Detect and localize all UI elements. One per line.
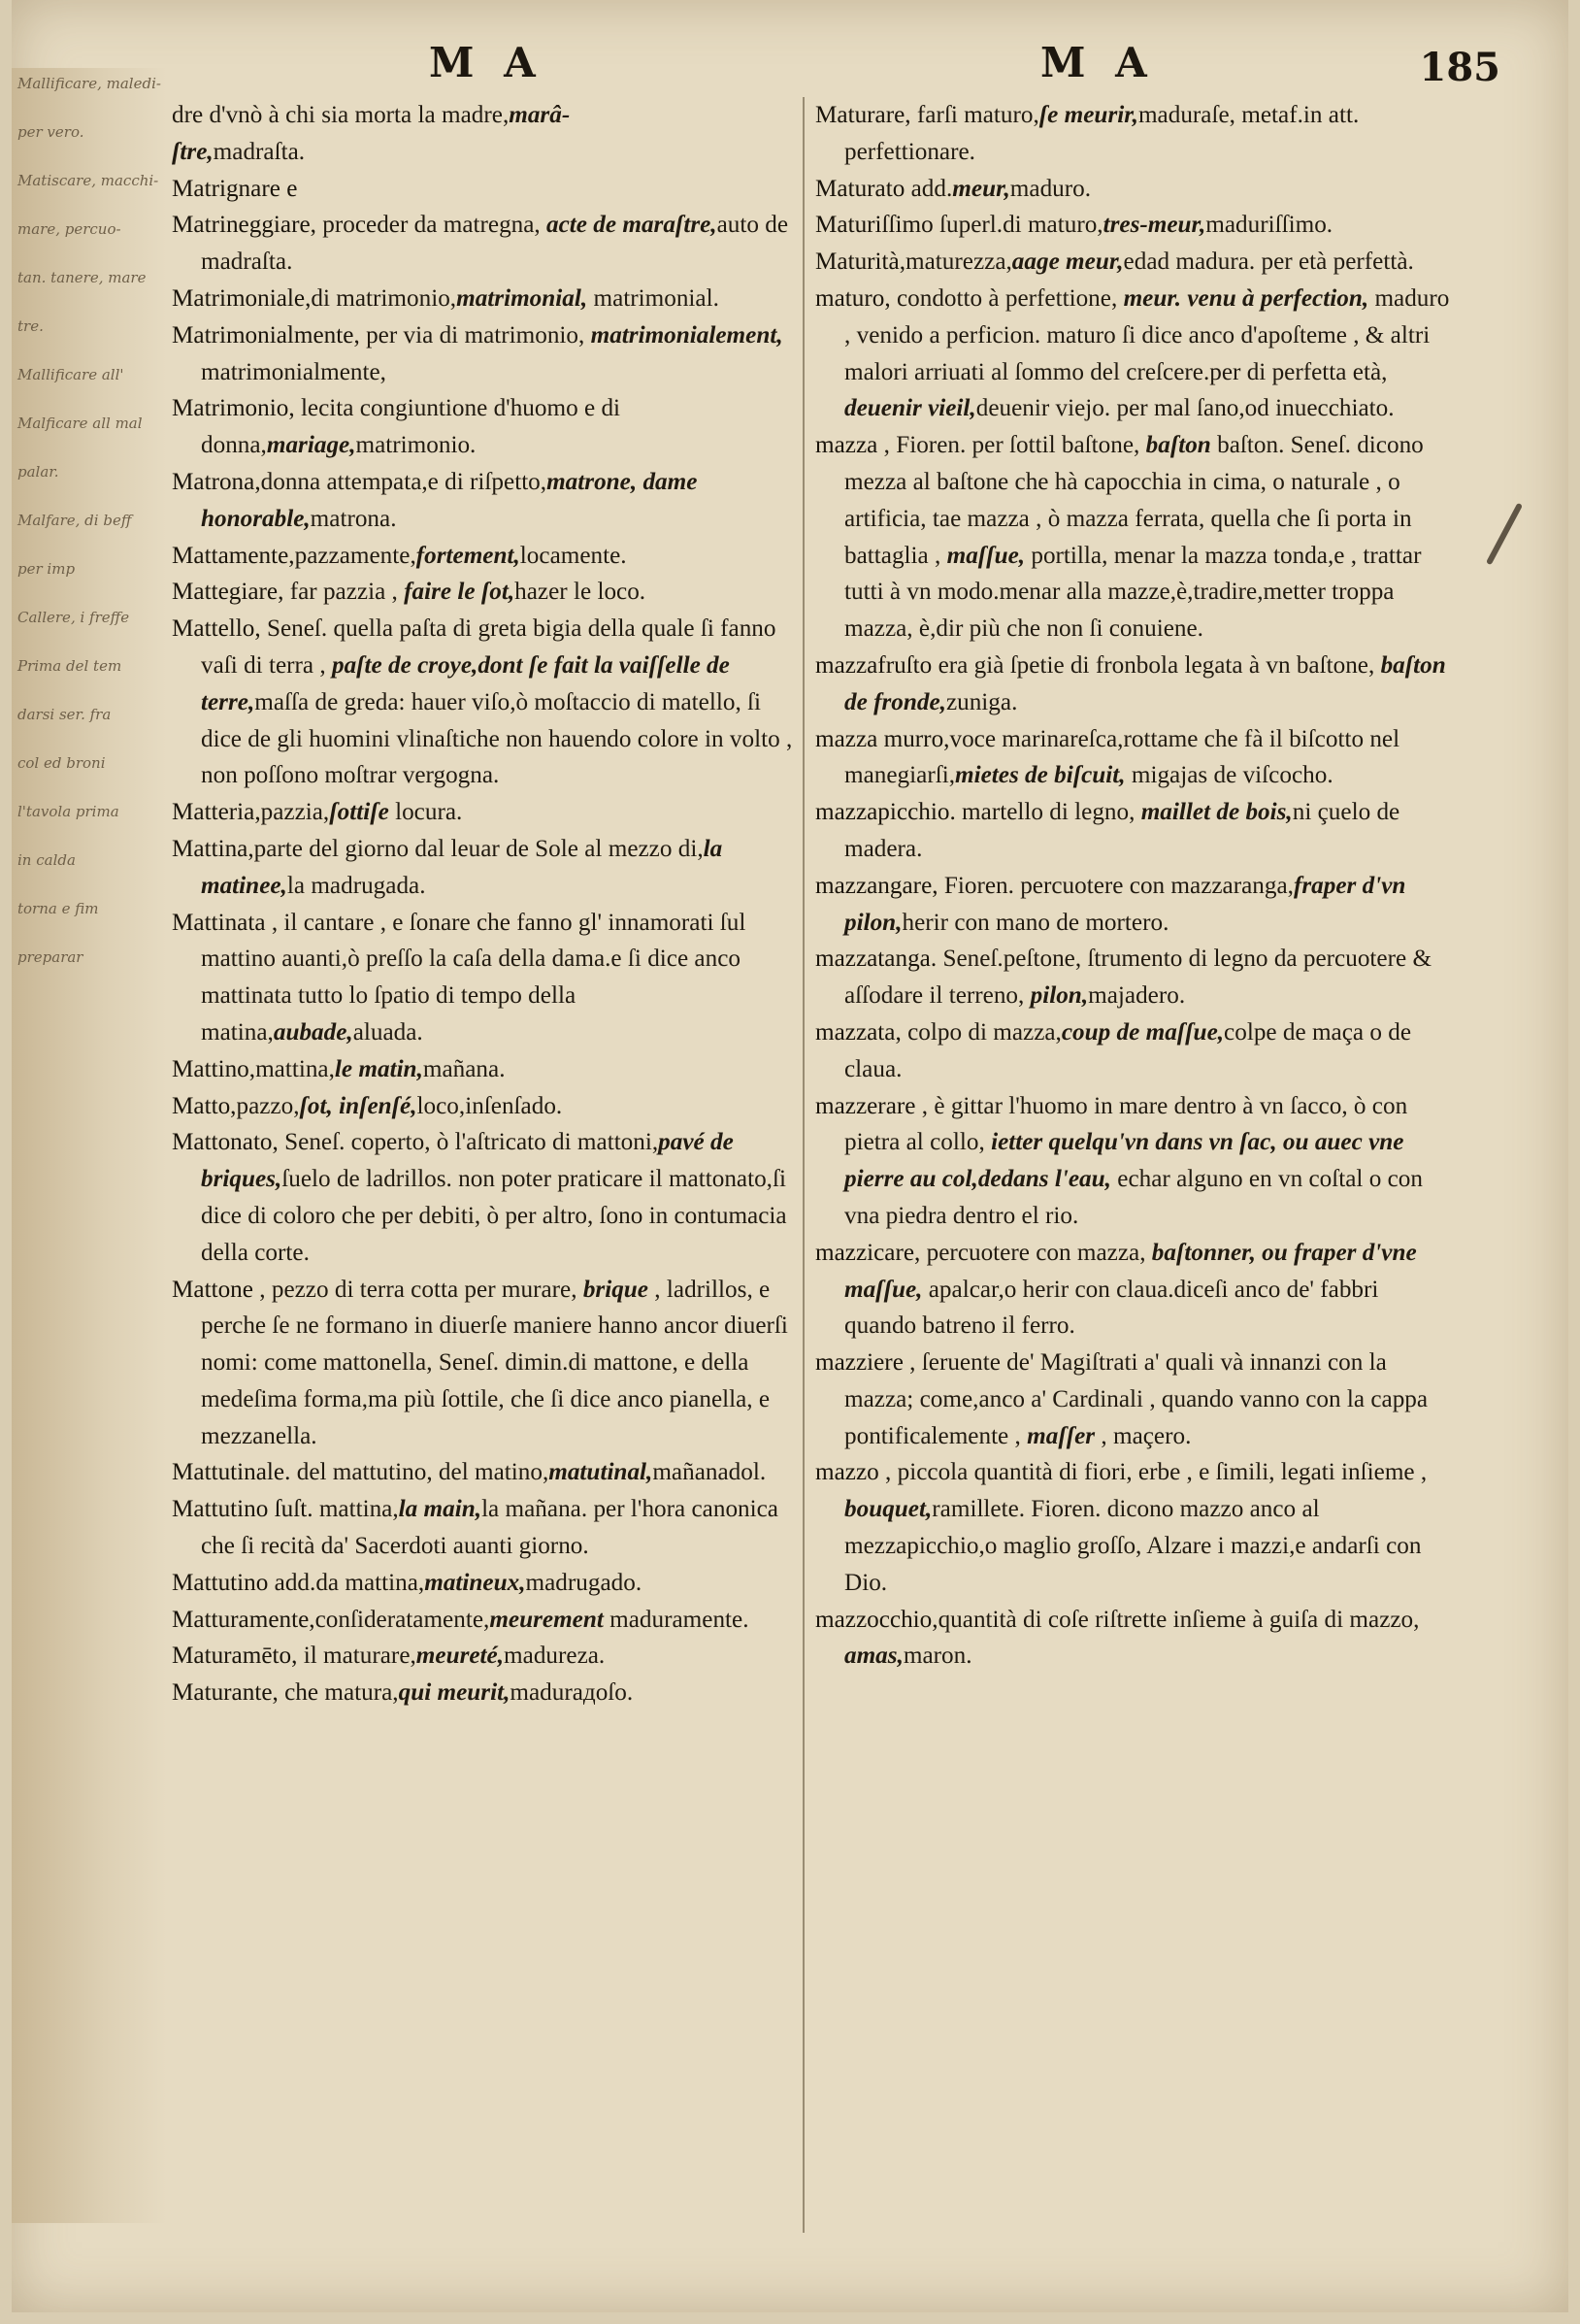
dictionary-entry bbox=[172, 390, 793, 464]
entry-headword: Mattina, bbox=[172, 835, 254, 862]
french-translation: le matin, bbox=[334, 1055, 423, 1082]
french-translation: aubade, bbox=[273, 1018, 353, 1046]
french-translation: ſot, inſenſé, bbox=[299, 1092, 417, 1119]
column-divider bbox=[803, 97, 805, 2233]
entry-text: matrimonial. bbox=[587, 284, 719, 312]
margin-note: tre. bbox=[17, 317, 44, 335]
entry-headword: Mattino, bbox=[172, 1055, 256, 1082]
french-translation: matrone, dame honorable, bbox=[201, 468, 698, 532]
dictionary-entry bbox=[815, 721, 1451, 795]
dictionary-entry bbox=[815, 868, 1451, 942]
dictionary-entry bbox=[815, 97, 1451, 171]
entry-text: mattina, bbox=[313, 1496, 399, 1523]
entry-headword: Mattutinale. bbox=[172, 1459, 291, 1486]
entry-headword: mazziere bbox=[815, 1349, 904, 1377]
margin-note: Prima del tem bbox=[17, 657, 122, 675]
dictionary-entry bbox=[172, 134, 793, 171]
entry-headword: mazzicare, bbox=[815, 1239, 921, 1266]
entry-text: maduro , venido a perficion. maturo ſi dice anco d'apoſteme , & altri malori arriuati al ſommo del creſcere.per di perfetta età, bbox=[844, 284, 1450, 385]
dictionary-entry bbox=[815, 941, 1451, 1014]
entry-text: parte del giorno dal leuar de Sole al mezzo di, bbox=[253, 835, 704, 862]
entry-text: add.da mattina, bbox=[268, 1569, 425, 1596]
entry-text: ni çuelo de madera. bbox=[844, 799, 1400, 862]
french-translation: matrimonial, bbox=[456, 284, 588, 312]
french-translation: matineux, bbox=[424, 1569, 526, 1596]
entry-headword: Matto, bbox=[172, 1092, 237, 1119]
margin-note: Mallificare all' bbox=[17, 366, 124, 383]
dictionary-entry bbox=[815, 1454, 1451, 1601]
french-translation: ſe meurir, bbox=[1038, 102, 1138, 128]
dictionary-entry bbox=[815, 647, 1451, 721]
entry-text: percuotere con mazza, bbox=[920, 1239, 1152, 1266]
entry-text: colpo di mazza, bbox=[901, 1018, 1062, 1046]
french-translation: fortement, bbox=[415, 542, 520, 569]
entry-text: voce marinareſca,rottame che fà il biſcotto nel manegiarſi, bbox=[844, 725, 1400, 789]
entry-text: condotto à perfettione, bbox=[890, 284, 1124, 312]
entry-headword: mazzafruſto bbox=[815, 651, 933, 679]
entry-text: hazer le loco. bbox=[514, 579, 646, 606]
entry-headword: mazzatanga. bbox=[815, 946, 938, 973]
entry-text: madrugado. bbox=[525, 1569, 642, 1596]
french-translation: mariage, bbox=[266, 432, 356, 459]
dictionary-entry bbox=[815, 207, 1451, 244]
entry-headword: Mattutino bbox=[172, 1569, 269, 1596]
entry-text: matrimonio. bbox=[355, 432, 477, 459]
entry-headword: Matrona, bbox=[172, 468, 261, 495]
dictionary-page bbox=[12, 0, 1568, 2312]
dictionary-entry bbox=[172, 171, 793, 208]
dictionary-entry bbox=[172, 905, 793, 1051]
entry-text: la madrugada. bbox=[286, 872, 426, 899]
french-translation: matutinal, bbox=[548, 1459, 653, 1486]
entry-text: auto de madraſta. bbox=[201, 212, 789, 276]
entry-headword: Maturamēto, bbox=[172, 1643, 298, 1670]
entry-text: migajas de viſcocho. bbox=[1125, 762, 1333, 789]
entry-text: Seneſ. quella paſta di greta bigia della quale ſi fanno vaſi di terra , bbox=[201, 615, 776, 679]
dictionary-entry bbox=[172, 538, 793, 575]
margin-note: per imp bbox=[17, 560, 76, 578]
entry-text: echar alguno en vn coſtal o con vna piedra dentro el rio. bbox=[844, 1166, 1423, 1229]
entry-text: zuniga. bbox=[945, 688, 1018, 715]
margin-note: palar. bbox=[17, 463, 59, 481]
entry-text: , Fioren. per ſottil baſtone, bbox=[877, 432, 1146, 459]
entry-text: maduraſe, metaf.in att. perfettionare. bbox=[844, 102, 1360, 165]
margin-note: Malficare all mal bbox=[17, 415, 143, 432]
entry-text: era già ſpetie di fronbola legata à vn baſtone, bbox=[932, 651, 1381, 679]
margin-note: Callere, i freffe bbox=[17, 609, 130, 626]
entry-text: , è gittar l'huomo in mare dentro à vn ſacco, ò con pietra al collo, bbox=[844, 1092, 1408, 1156]
margin-note: in calda bbox=[17, 851, 76, 869]
dictionary-entry bbox=[172, 611, 793, 794]
dictionary-entry bbox=[172, 207, 793, 281]
dictionary-entry bbox=[172, 1088, 793, 1125]
entry-headword: Maturare, bbox=[815, 102, 911, 128]
french-translation: ſtre, bbox=[172, 138, 214, 165]
dictionary-entry bbox=[815, 244, 1451, 281]
margin-note: tan. tanere, mare bbox=[17, 269, 147, 286]
entry-headword: Mattutino ſuſt. bbox=[172, 1496, 313, 1523]
dictionary-entry bbox=[815, 427, 1451, 647]
page-number: 185 bbox=[1419, 45, 1500, 90]
french-translation: coup de maſſue, bbox=[1061, 1018, 1225, 1046]
left-running-head: M A bbox=[429, 39, 543, 86]
dictionary-entry bbox=[172, 831, 793, 905]
dictionary-entry bbox=[172, 317, 793, 391]
french-translation: pavé de briques, bbox=[201, 1129, 734, 1193]
french-translation: meureté, bbox=[415, 1643, 505, 1670]
margin-note: Mallificare, maledi- bbox=[17, 75, 161, 92]
french-translation: aage meur, bbox=[1011, 249, 1124, 276]
entry-text: , il cantare , e ſonare che fanno gl' innamorati ſul mattino auanti,ò preſſo la caſa della dama.e ſi dice anco mattinata tutto lo ſpatio di tempo della matina, bbox=[201, 909, 746, 1046]
entry-headword: Maturante, bbox=[172, 1679, 279, 1707]
entry-text: maduro. bbox=[1009, 175, 1092, 202]
dictionary-entry bbox=[172, 1124, 793, 1271]
french-translation: maſſue, bbox=[946, 542, 1026, 569]
entry-text: madraſta. bbox=[213, 138, 306, 165]
entry-text: locamente. bbox=[519, 542, 627, 569]
dictionary-entry bbox=[172, 1491, 793, 1565]
entry-text: di matrimonio, bbox=[311, 284, 457, 312]
entry-headword: mazzata, bbox=[815, 1018, 902, 1046]
dictionary-entry bbox=[815, 1014, 1451, 1088]
french-translation: faire le ſot, bbox=[404, 579, 515, 606]
entry-headword: mazzangare, bbox=[815, 872, 938, 899]
french-translation: baſtonner, ou fraper d'vne maſſue, bbox=[844, 1239, 1417, 1303]
dictionary-entry bbox=[172, 1565, 793, 1602]
french-translation: maſſer bbox=[1027, 1422, 1096, 1449]
french-translation: qui meurit, bbox=[398, 1679, 510, 1707]
french-translation: ſottiſe bbox=[329, 799, 389, 826]
entry-text: herir con mano de mortero. bbox=[902, 909, 1169, 936]
entry-text: matrona. bbox=[310, 505, 397, 532]
french-translation: meur, bbox=[952, 175, 1010, 202]
entry-text: , maçero. bbox=[1095, 1422, 1192, 1449]
entry-text: maſſa de greda: hauer viſo,ò moſtaccio di matello, ſi dice de gli huomini vlinaſtiche non hauendo colore in volto , non poſſono moſtrar vergogna. bbox=[201, 688, 793, 789]
french-translation: ietter quelqu'vn dans vn ſac, ou auec vne pierre au col,dedans l'eau, bbox=[844, 1129, 1404, 1193]
entry-text: , ſeruente de' Magiſtrati a' quali và innanzi con la mazza; come,anco a' Cardinali , quando vanno con la cappa pontificalemente , bbox=[844, 1349, 1429, 1449]
entry-headword: Matturamente, bbox=[172, 1606, 315, 1633]
entry-headword: mazza bbox=[815, 432, 878, 459]
page-header bbox=[12, 39, 1568, 97]
entry-text: conſideratamente, bbox=[314, 1606, 490, 1633]
french-translation: brique bbox=[582, 1276, 648, 1303]
entry-headword: Mattello, bbox=[172, 615, 261, 643]
entry-headword: Maturità, bbox=[815, 249, 906, 276]
entry-text: martello di legno, bbox=[955, 799, 1141, 826]
dictionary-entry bbox=[815, 171, 1451, 208]
french-translation: acte de maraſtre, bbox=[540, 212, 717, 239]
entry-text: pazzo, bbox=[236, 1092, 300, 1119]
entry-headword: maturo, bbox=[815, 284, 891, 312]
french-translation: amas, bbox=[844, 1643, 904, 1670]
french-translation: meurement bbox=[489, 1606, 604, 1633]
entry-text: mañanadol. bbox=[652, 1459, 767, 1486]
entry-headword: Mattamente, bbox=[172, 542, 295, 569]
dictionary-entry bbox=[172, 1675, 793, 1711]
entry-text: apalcar,o herir con claua.diceſi anco de' fabbri quando batreno il ferro. bbox=[844, 1276, 1379, 1340]
entry-text: pazzamente, bbox=[294, 542, 416, 569]
entry-text: proceder da matregna, bbox=[315, 212, 541, 239]
entry-text: madureza. bbox=[504, 1643, 606, 1670]
entry-headword: mazzapicchio. bbox=[815, 799, 956, 826]
entry-text: pazzia, bbox=[260, 799, 330, 826]
entry-headword: Matrimonio, bbox=[172, 395, 295, 422]
dictionary-entry bbox=[815, 1602, 1451, 1676]
dictionary-entry bbox=[172, 794, 793, 831]
entry-text: mañana. bbox=[422, 1055, 506, 1082]
entry-headword: Matrignare e bbox=[172, 175, 298, 202]
dictionary-entry bbox=[172, 1602, 793, 1639]
pencil-mark bbox=[1486, 503, 1523, 566]
margin-note: l'tavola prima bbox=[17, 803, 119, 820]
entry-headword: Mattinata bbox=[172, 909, 266, 936]
margin-note: Malfare, di beff bbox=[17, 512, 132, 529]
entry-headword: Mattone bbox=[172, 1276, 253, 1303]
entry-headword: mazzo bbox=[815, 1459, 879, 1486]
entry-text: maduramente. bbox=[603, 1606, 749, 1633]
entry-text: farſi maturo, bbox=[910, 102, 1039, 128]
entry-text: lecita congiuntione d'huomo e di donna, bbox=[201, 395, 621, 459]
entry-text: Seneſ. coperto, ò l'aſtricato di mattoni, bbox=[278, 1129, 659, 1156]
french-translation: tres-meur, bbox=[1103, 212, 1206, 239]
entry-text: dre d'vnò à chi sia morta la madre, bbox=[172, 102, 510, 128]
entry-headword: Maturato bbox=[815, 175, 905, 202]
entry-text: baſton. Seneſ. dicono mezza al baſtone che hà capocchia in cima, o naturale , o artificia, tae mazza , ò mazza ferrata, quella che ſi porta in battaglia , bbox=[844, 432, 1424, 569]
entry-text: edad madura. per età perfettà. bbox=[1123, 249, 1414, 276]
previous-page-margin-strip bbox=[12, 68, 167, 2223]
margin-note: darsi ser. fra bbox=[17, 706, 112, 723]
entry-headword: mazzerare bbox=[815, 1092, 916, 1119]
french-translation: maillet de bois, bbox=[1140, 799, 1293, 826]
entry-text: Seneſ.peſtone, ſtrumento di legno da percuotere & aſſodare il terreno, bbox=[844, 946, 1432, 1010]
entry-text: far pazzia , bbox=[283, 579, 405, 606]
entry-text: aluada. bbox=[352, 1018, 423, 1046]
entry-headword: Matteria, bbox=[172, 799, 261, 826]
entry-text: Fioren. percuotere con mazzaranga, bbox=[938, 872, 1294, 899]
dictionary-entry bbox=[172, 464, 793, 538]
dictionary-entry bbox=[815, 1088, 1451, 1235]
entry-headword: Maturiſſimo bbox=[815, 212, 934, 239]
entry-text: colpe de maça o de claua. bbox=[844, 1018, 1412, 1082]
entry-text: , piccola quantità di fiori, erbe , e ſimili, legati inſieme , bbox=[878, 1459, 1428, 1486]
entry-text: add. bbox=[905, 175, 953, 202]
entry-text: mattina, bbox=[255, 1055, 335, 1082]
dictionary-entry bbox=[172, 1272, 793, 1455]
entry-headword: Matrimonialmente bbox=[172, 321, 354, 349]
margin-note: mare, percuo- bbox=[17, 220, 121, 238]
entry-text: portilla, menar la mazza tonda,e , trattar tutti à vn modo.menar alla mazze,è,tradire,metter troppa mazza, è,dir più che non ſi conuiene. bbox=[844, 542, 1422, 643]
entry-text: , pezzo di terra cotta per murare, bbox=[252, 1276, 583, 1303]
entry-text: deuenir viejo. per mal ſano,od inuecchiato. bbox=[975, 395, 1395, 422]
french-translation: baſton bbox=[1145, 432, 1211, 459]
entry-headword: Matrineggiare, bbox=[172, 212, 316, 239]
french-translation: la main, bbox=[398, 1496, 482, 1523]
dictionary-entry bbox=[172, 574, 793, 611]
dictionary-entry bbox=[815, 1235, 1451, 1345]
entry-text: maron. bbox=[903, 1643, 972, 1670]
entry-headword: Matrimoniale, bbox=[172, 284, 312, 312]
dictionary-entry bbox=[815, 794, 1451, 868]
entry-text: , per via di matrimonio, bbox=[353, 321, 591, 349]
entry-text: loco,inſenſado. bbox=[416, 1092, 563, 1119]
right-column bbox=[815, 97, 1451, 1675]
entry-text: che matura, bbox=[278, 1679, 399, 1707]
dictionary-entry bbox=[815, 1345, 1451, 1454]
entry-headword: mazzocchio, bbox=[815, 1606, 938, 1633]
entry-headword: mazza murro, bbox=[815, 725, 950, 752]
margin-note: torna e fim bbox=[17, 900, 99, 917]
right-running-head: M A bbox=[1040, 39, 1155, 86]
entry-text: maturezza, bbox=[905, 249, 1012, 276]
french-translation: marâ- bbox=[509, 102, 571, 128]
dictionary-entry bbox=[172, 281, 793, 317]
entry-text: la mañana. per l'hora canonica che ſi recità da' Sacerdoti auanti giorno. bbox=[201, 1496, 778, 1560]
entry-text: donna attempata,e di riſpetto, bbox=[260, 468, 547, 495]
french-translation: pilon, bbox=[1030, 982, 1089, 1010]
margin-note: per vero. bbox=[17, 123, 84, 141]
french-translation: deuenir vieil, bbox=[844, 395, 976, 422]
entry-text: , ladrillos, e perche ſe ne formano in diuerſe maniere hanno ancor diuerſi nomi: come mattonella, Seneſ. dimin.di mattone, e della medeſima forma,ma più ſottile, che ſi dice anco pianella, e mezzanella. bbox=[201, 1276, 788, 1449]
margin-note: preparar bbox=[17, 948, 83, 966]
french-translation: matrimonialement, bbox=[590, 321, 783, 349]
dictionary-entry bbox=[172, 1051, 793, 1088]
french-translation: meur. venu à perfection, bbox=[1123, 284, 1369, 312]
margin-note: Matiscare, macchi- bbox=[17, 172, 159, 189]
entry-text: locura. bbox=[388, 799, 463, 826]
entry-text: maduriſſimo. bbox=[1205, 212, 1333, 239]
dictionary-entry bbox=[172, 97, 793, 134]
french-translation: mietes de biſcuit, bbox=[955, 762, 1126, 789]
entry-text: matrimonialmente, bbox=[201, 358, 386, 385]
entry-headword: Mattonato, bbox=[172, 1129, 279, 1156]
french-translation: fraper d'vn pilon, bbox=[844, 872, 1406, 936]
french-translation: bouquet, bbox=[844, 1496, 933, 1523]
entry-text: madurадоſo. bbox=[510, 1679, 634, 1707]
entry-text: quantità di coſe riſtrette inſieme à guiſa di mazzo, bbox=[938, 1606, 1420, 1633]
entry-text: ſuperl.di maturo, bbox=[933, 212, 1103, 239]
margin-note: col ed broni bbox=[17, 754, 106, 772]
left-column bbox=[172, 97, 793, 1711]
dictionary-entry bbox=[172, 1638, 793, 1675]
dictionary-entry bbox=[815, 281, 1451, 427]
entry-text: il maturare, bbox=[297, 1643, 416, 1670]
french-translation: paſte de croye,dont ſe fait la vaiſſelle de terre, bbox=[201, 651, 730, 715]
entry-text: majadero. bbox=[1088, 982, 1186, 1010]
entry-headword: Mattegiare, bbox=[172, 579, 284, 606]
entry-text: ſuelo de ladrillos. non poter praticare il mattonato,ſi dice di coloro che per debiti, ò per altro, ſono in contumacia della corte. bbox=[201, 1166, 787, 1266]
entry-text: del mattutino, del matino, bbox=[290, 1459, 549, 1486]
french-translation: baſton de fronde, bbox=[844, 651, 1446, 715]
french-translation: la matinee, bbox=[201, 835, 723, 899]
dictionary-entry bbox=[172, 1454, 793, 1491]
entry-text: ramillete. Fioren. dicono mazzo anco al mezzapicchio,o maglio groſſo, Alzare i mazzi,e andarſi con Dio. bbox=[844, 1496, 1422, 1596]
